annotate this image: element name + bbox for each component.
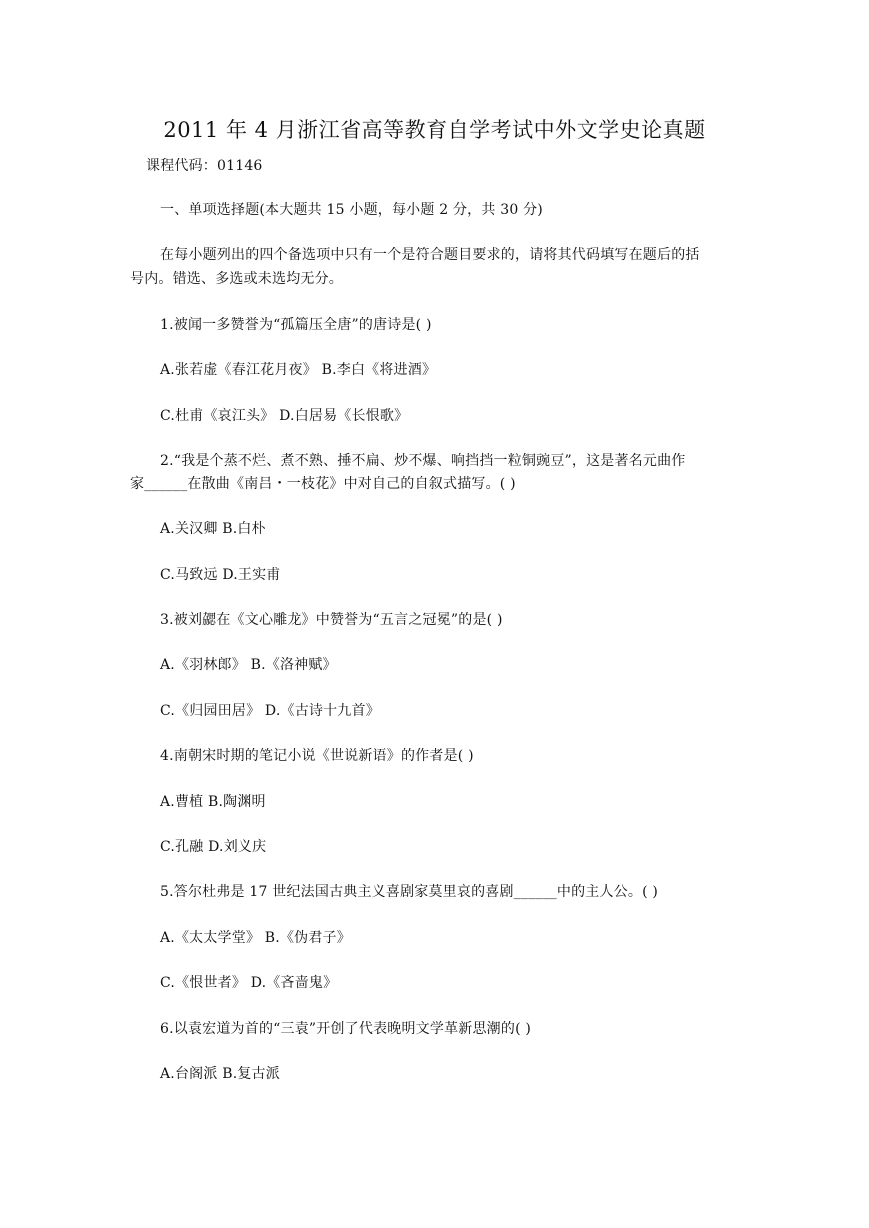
course-code: 课程代码：01146 [146,158,263,174]
question-3-options-cd: C.《归园田居》 D.《古诗十九首》 [160,703,380,719]
question-4-options-cd: C.孔融 D.刘义庆 [160,839,267,855]
instructions-line-2: 号内。错选、多选或未选均无分。 [130,271,343,287]
question-4: 4.南朝宋时期的笔记小说《世说新语》的作者是( ) [160,748,474,764]
question-6: 6.以袁宏道为首的“三袁”开创了代表晚明文学革新思潮的( ) [160,1021,532,1037]
question-1: 1.被闻一多赞誉为“孤篇压全唐”的唐诗是( ) [160,317,432,333]
question-2-options-cd: C.马致远 D.王实甫 [160,567,281,583]
question-5-options-cd: C.《恨世者》 D.《吝啬鬼》 [160,975,338,991]
question-5: 5.答尔杜弗是 17 世纪法国古典主义喜剧家莫里哀的喜剧______中的主人公。( ) [160,884,659,900]
question-5-options-ab: A.《太太学堂》 B.《伪君子》 [160,930,351,946]
question-2-options-ab: A.关汉卿 B.白朴 [160,521,266,537]
question-1-options-cd: C.杜甫《哀江头》 D.白居易《长恨歌》 [160,408,409,424]
question-3-options-ab: A.《羽林郎》 B.《洛神赋》 [160,657,337,673]
question-6-options-ab: A.台阁派 B.复古派 [160,1066,280,1082]
instructions-line-1: 在每小题列出的四个备选项中只有一个是符合题目要求的，请将其代码填写在题后的括 [160,247,700,263]
question-2-line-2: 家______在散曲《南吕・一枝花》中对自己的自叙式描写。( ) [130,476,516,492]
question-4-options-ab: A.曹植 B.陶渊明 [160,794,266,810]
question-1-options-ab: A.张若虚《春江花月夜》 B.李白《将进酒》 [160,362,437,378]
section-heading: 一、单项选择题(本大题共 15 小题，每小题 2 分，共 30 分) [160,202,543,218]
question-2-line-1: 2.“我是个蒸不烂、煮不熟、捶不扁、炒不爆、响挡挡一粒铜豌豆”，这是著名元曲作 [160,453,686,469]
document-title: 2011 年 4 月浙江省高等教育自学考试中外文学史论真题 [163,118,706,142]
question-3: 3.被刘勰在《文心雕龙》中赞誉为“五言之冠冕”的是( ) [160,612,503,628]
